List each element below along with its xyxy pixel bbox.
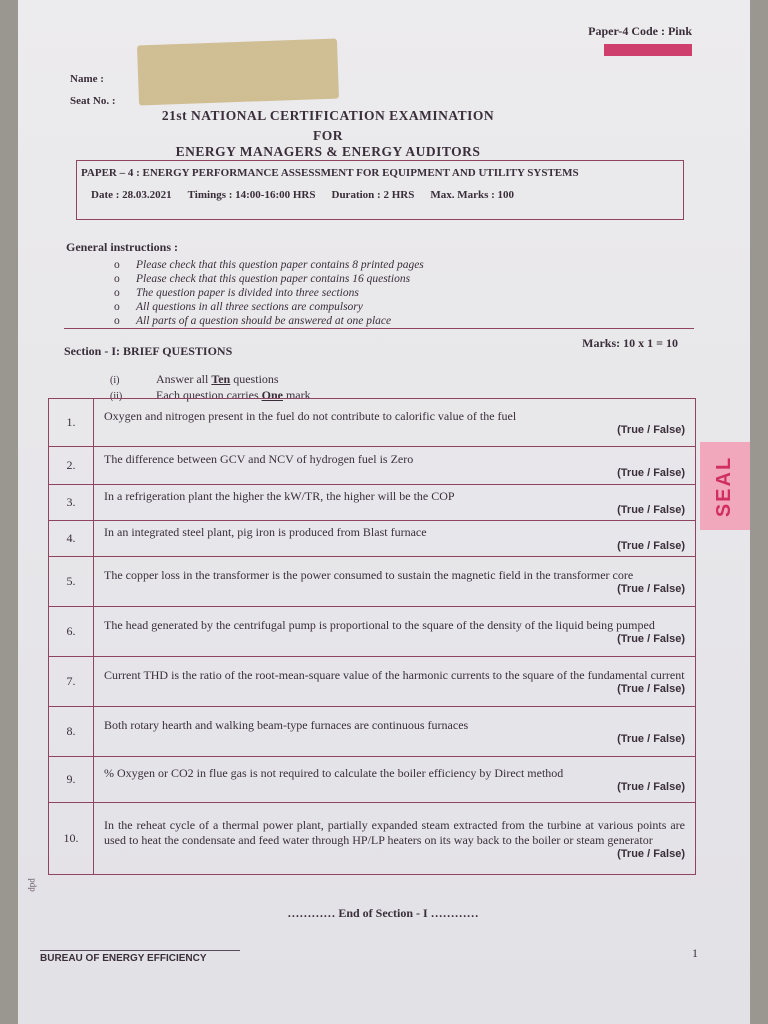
- name-label: Name: [70, 73, 98, 85]
- instructions-heading: General instructions :: [66, 240, 178, 254]
- question-text: The difference between GCV and NCV of hydrogen fuel is Zero: [104, 452, 414, 466]
- question-row: [49, 447, 696, 485]
- sub-number: (ii): [110, 391, 123, 402]
- question-paper: [18, 0, 750, 1024]
- question-text: Current THD is the ratio of the root-mean-square value of the harmonic currents to the square of the fundamental current: [104, 668, 685, 682]
- question-number: 5.: [49, 557, 94, 607]
- candidate-fields: Name : Seat No. :: [70, 73, 116, 107]
- true-false-option: (True / False): [617, 540, 685, 552]
- question-row: [49, 521, 696, 557]
- question-cell: [94, 447, 696, 485]
- question-cell: [94, 521, 696, 557]
- paper-info-box: [76, 160, 684, 220]
- question-text: The copper loss in the transformer is the power consumed to sustain the magnetic field in the transformer core: [104, 568, 634, 582]
- question-row: [49, 485, 696, 521]
- question-text: In an integrated steel plant, pig iron is produced from Blast furnace: [104, 525, 427, 539]
- sub-emphasis: Ten: [211, 372, 231, 386]
- instructions-list: [114, 258, 424, 328]
- question-cell: [94, 607, 696, 657]
- redaction-tape: [137, 39, 339, 106]
- question-number: 2.: [49, 447, 94, 485]
- question-cell: [94, 707, 696, 757]
- question-number: 4.: [49, 521, 94, 557]
- instruction-item: o All parts of a question should be answered at one place: [114, 314, 424, 328]
- question-row: [49, 607, 696, 657]
- seat-label: Seat No.: [70, 95, 110, 107]
- true-false-option: (True / False): [617, 781, 685, 793]
- sub-text: mark: [282, 388, 311, 402]
- divider: [64, 328, 694, 329]
- paper-title: PAPER – 4 : ENERGY PERFORMANCE ASSESSMENT FOR EQUIPMENT AND UTILITY SYSTEMS: [81, 167, 579, 179]
- seal-label: SEAL: [713, 455, 736, 517]
- seal-tab: [700, 442, 750, 530]
- pink-code-bar: [604, 44, 692, 56]
- true-false-option: (True / False): [617, 683, 685, 695]
- exam-timings: Timings : 14:00-16:00 HRS: [187, 189, 316, 201]
- question-text: In a refrigeration plant the higher the kW/TR, the higher will be the COP: [104, 489, 455, 503]
- question-cell: [94, 399, 696, 447]
- question-number: 1.: [49, 399, 94, 447]
- sub-text: questions: [230, 372, 279, 386]
- instruction-item: o Please check that this question paper contains 8 printed pages: [114, 258, 424, 272]
- true-false-option: (True / False): [617, 424, 685, 436]
- question-cell: [94, 803, 696, 875]
- true-false-option: (True / False): [617, 847, 685, 860]
- instruction-item: o The question paper is divided into three sections: [114, 286, 424, 300]
- sub-emphasis: One: [261, 388, 283, 402]
- question-row: [49, 707, 696, 757]
- section-title: Section - I: BRIEF QUESTIONS: [64, 344, 233, 358]
- true-false-option: (True / False): [617, 633, 685, 645]
- question-row: [49, 657, 696, 707]
- exam-duration: Duration : 2 HRS: [331, 189, 415, 201]
- exam-date: Date : 28.03.2021: [91, 189, 172, 201]
- max-marks: Max. Marks : 100: [430, 189, 515, 201]
- question-number: 9.: [49, 757, 94, 803]
- true-false-option: (True / False): [617, 467, 685, 479]
- question-number: 7.: [49, 657, 94, 707]
- exam-title-audience: ENERGY MANAGERS & ENERGY AUDITORS: [175, 144, 481, 159]
- instruction-item: o Please check that this question paper contains 16 questions: [114, 272, 424, 286]
- sub-number: (i): [110, 375, 120, 386]
- page-number: 1: [692, 946, 698, 960]
- question-text: The head generated by the centrifugal pump is proportional to the square of the density of the liquid being pumped: [104, 618, 655, 632]
- sub-text: Each question carries: [156, 388, 262, 402]
- paper-code: Paper-4 Code : Pink: [588, 24, 692, 38]
- end-of-section: ………… End of Section - I …………: [287, 906, 479, 920]
- question-row: [49, 803, 696, 875]
- question-number: 3.: [49, 485, 94, 521]
- question-cell: [94, 485, 696, 521]
- question-cell: [94, 757, 696, 803]
- question-row: [49, 757, 696, 803]
- true-false-option: (True / False): [617, 583, 685, 595]
- question-number: 8.: [49, 707, 94, 757]
- question-cell: [94, 557, 696, 607]
- instruction-item: o All questions in all three sections are compulsory: [114, 300, 424, 314]
- true-false-option: (True / False): [617, 504, 685, 516]
- question-text: Oxygen and nitrogen present in the fuel do not contribute to calorific value of the fuel: [104, 409, 517, 423]
- sub-text: Answer all: [156, 372, 212, 386]
- footer-publisher: BUREAU OF ENERGY EFFICIENCY: [40, 950, 240, 964]
- exam-title: 21st NATIONAL CERTIFICATION EXAMINATION: [161, 108, 495, 123]
- true-false-option: (True / False): [617, 733, 685, 745]
- question-number: 10.: [49, 803, 94, 875]
- question-text: In the reheat cycle of a thermal power plant, partially expanded steam extracted from the turbine at various points are used to heat the condensate and feed water through HP/LP heaters on its way back to the boiler or steam generator: [104, 817, 685, 847]
- question-text: % Oxygen or CO2 in flue gas is not required to calculate the boiler efficiency by Direct method: [104, 766, 564, 780]
- side-mark: pdp: [27, 878, 38, 892]
- exam-title-for: FOR: [313, 128, 343, 143]
- question-text: Both rotary hearth and walking beam-type furnaces are continuous furnaces: [104, 718, 469, 732]
- question-row: [49, 557, 696, 607]
- question-cell: [94, 657, 696, 707]
- section-marks: Marks: 10 x 1 = 10: [582, 336, 678, 350]
- questions-table: [48, 398, 696, 875]
- question-number: 6.: [49, 607, 94, 657]
- question-row: [49, 399, 696, 447]
